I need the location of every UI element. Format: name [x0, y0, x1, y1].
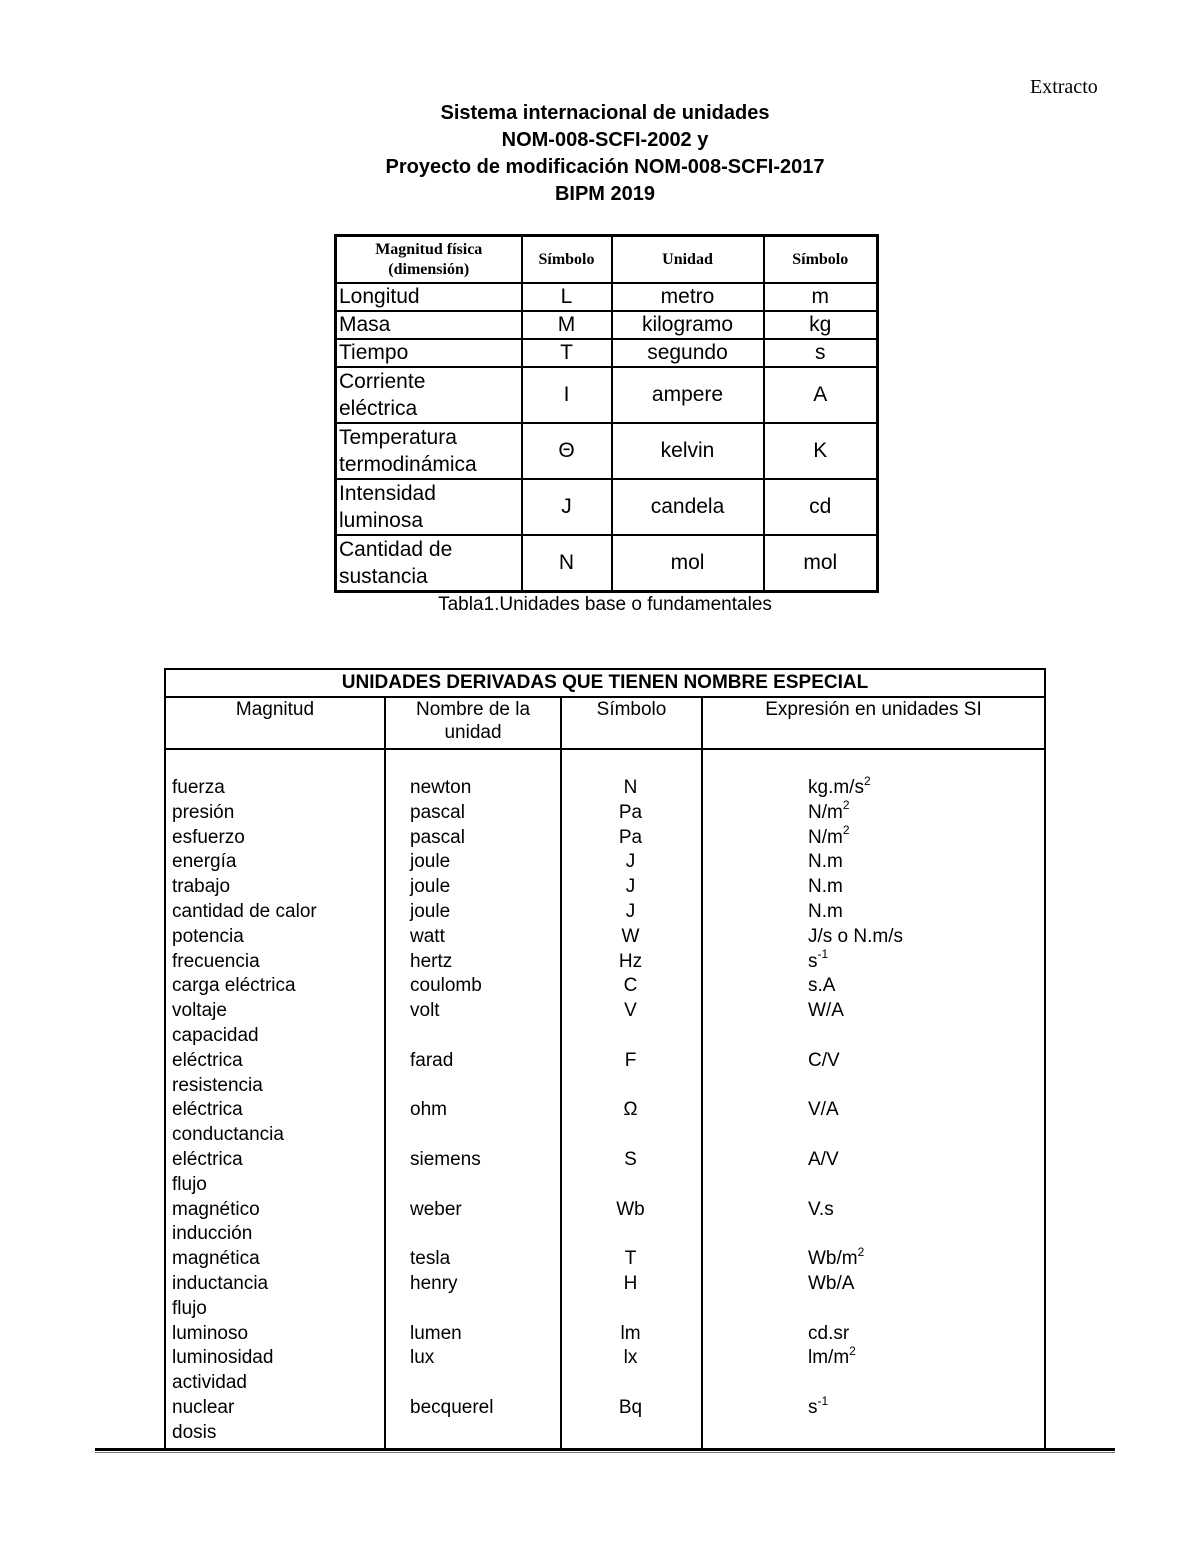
page-header-extracto: Extracto — [1030, 76, 1098, 98]
column-nombre — [385, 749, 561, 1449]
symbol-line — [562, 1371, 701, 1396]
unit-name-line — [386, 850, 560, 875]
magnitud-line-text: frecuencia — [172, 950, 260, 972]
expression-line-text: kg.m/s — [808, 777, 864, 798]
symbol-line — [562, 1123, 701, 1148]
symbol-line — [562, 826, 701, 851]
symbol-line — [562, 1396, 701, 1421]
magnitud-line — [166, 1222, 384, 1247]
magnitud-line — [166, 1247, 384, 1272]
unit-name-line — [386, 1247, 560, 1272]
unit-name-line — [386, 1297, 560, 1322]
unit-name-line — [386, 1123, 560, 1148]
header-magnitud-line1: Magnitud física — [375, 240, 483, 258]
unit-name: kilogramo — [612, 311, 764, 339]
symbol-line — [562, 1098, 701, 1123]
expression-line — [703, 1049, 1044, 1074]
base-quantity-name: Corriente — [339, 370, 426, 393]
unit-name: ampere — [612, 367, 764, 423]
symbol-line — [562, 1049, 701, 1074]
unit-name-line-text: farad — [410, 1049, 454, 1071]
expression-line-text: N.m — [808, 851, 843, 873]
header-magnitud: Magnitud — [165, 697, 385, 749]
unit-name-line — [386, 1024, 560, 1049]
magnitud-line-text: luminoso — [172, 1322, 249, 1344]
unit-name-line — [386, 776, 560, 801]
expression-line — [703, 1297, 1044, 1322]
symbol-line-text: J — [625, 876, 636, 898]
unit-name-line-text: becquerel — [410, 1396, 494, 1418]
expression-line — [703, 1074, 1044, 1099]
unit-name-line-text: coulomb — [410, 975, 482, 997]
base-quantity-name: Cantidad de — [339, 538, 453, 561]
unit-name-line — [386, 925, 560, 950]
magnitud-line — [166, 925, 384, 950]
unit-name: kelvin — [612, 423, 764, 479]
expression-line — [703, 1421, 1044, 1446]
magnitud-line — [166, 1098, 384, 1123]
unit-name-line-text: watt — [410, 925, 445, 947]
dimension-symbol: N — [522, 535, 612, 592]
exponent: 2 — [842, 798, 850, 813]
unit-name-line-text: henry — [410, 1272, 458, 1294]
unit-name-line — [386, 1098, 560, 1123]
symbol-line-text: F — [624, 1049, 637, 1071]
symbol-line — [562, 801, 701, 826]
unit-name-line-text: weber — [410, 1198, 462, 1220]
magnitud-line-text: cantidad de calor — [172, 900, 317, 922]
base-unit-row — [336, 479, 878, 535]
header-nombre-line2: unidad — [444, 722, 502, 743]
symbol-line-text: V — [624, 1000, 637, 1022]
magnitud-line — [166, 1371, 384, 1396]
magnitud-line-text: energía — [172, 851, 237, 873]
expression-line — [703, 1346, 1044, 1371]
symbol-line — [562, 1148, 701, 1173]
exponent: 2 — [849, 1344, 856, 1358]
title-line-1: Sistema internacional de unidades — [440, 102, 770, 124]
expression-line-text: s — [808, 950, 818, 972]
symbol-line — [562, 999, 701, 1024]
symbol-line-text: Wb — [616, 1198, 645, 1220]
unit-name-line-text: volt — [410, 1000, 440, 1022]
unit-symbol: m — [764, 283, 878, 311]
unit-symbol: K — [764, 423, 878, 479]
header-simbolo: Símbolo — [561, 697, 702, 749]
unit-name-line — [386, 875, 560, 900]
unit-name: segundo — [612, 339, 764, 367]
symbol-line — [562, 950, 701, 975]
expression-line — [703, 1393, 1044, 1421]
exponent: 2 — [863, 773, 871, 788]
magnitud-line-text: fuerza — [172, 777, 225, 798]
expression-line-text: V/A — [808, 1099, 839, 1121]
expression-line-text: V.s — [808, 1198, 834, 1220]
expression-line — [703, 850, 1044, 875]
magnitud-line — [166, 1322, 384, 1347]
magnitud-line — [166, 1024, 384, 1049]
magnitud-line — [166, 1148, 384, 1173]
expression-line-text: A/V — [808, 1148, 839, 1170]
symbol-line-text: lx — [623, 1347, 638, 1369]
expression-line — [703, 1024, 1044, 1049]
expression-line — [703, 1272, 1044, 1297]
expression-line — [703, 974, 1044, 999]
base-quantity-name: Masa — [339, 313, 391, 336]
unit-name: mol — [612, 535, 764, 592]
magnitud-line-text: inductancia — [172, 1272, 269, 1294]
expression-line-text: J/s o N.m/s — [808, 925, 904, 947]
base-unit-row — [336, 423, 878, 479]
symbol-line — [562, 850, 701, 875]
magnitud-line-text: eléctrica — [172, 1148, 243, 1170]
dimension-symbol: I — [522, 367, 612, 423]
unit-name-line — [386, 974, 560, 999]
expression-line — [703, 875, 1044, 900]
magnitud-line — [166, 1421, 384, 1446]
symbol-line — [562, 1421, 701, 1446]
base-quantity-name-cont: luminosa — [339, 509, 424, 532]
magnitud-line — [166, 1346, 384, 1371]
base-quantity-cell — [336, 535, 522, 592]
magnitud-line-text: flujo — [172, 1173, 207, 1195]
expression-line — [703, 947, 1044, 975]
expression-line — [703, 1148, 1044, 1173]
symbol-line — [562, 1074, 701, 1099]
header-unidad: Unidad — [612, 236, 764, 284]
symbol-line-text: H — [623, 1272, 638, 1294]
unit-name-line — [386, 1198, 560, 1223]
derived-units-banner: UNIDADES DERIVADAS QUE TIENEN NOMBRE ESPECIAL — [165, 669, 1045, 697]
magnitud-line — [166, 1272, 384, 1297]
header-magnitud-fisica — [336, 236, 522, 284]
column-magnitud — [165, 749, 385, 1449]
magnitud-line — [166, 850, 384, 875]
expression-line-text: Wb/A — [808, 1272, 855, 1294]
dimension-symbol: L — [522, 283, 612, 311]
dimension-symbol: T — [522, 339, 612, 367]
unit-name-line-text: pascal — [410, 826, 465, 848]
magnitud-line — [166, 950, 384, 975]
symbol-line-text: S — [624, 1148, 637, 1170]
magnitud-line — [166, 776, 384, 801]
unit-name-line-text: hertz — [410, 950, 453, 972]
expression-line-text: N.m — [808, 900, 843, 922]
magnitud-line — [166, 1297, 384, 1322]
unit-name-line-text: siemens — [410, 1148, 481, 1170]
exponent: 2 — [857, 1244, 865, 1259]
unit-symbol: cd — [764, 479, 878, 535]
exponent: 2 — [842, 823, 850, 838]
base-quantity-name: Intensidad — [339, 482, 436, 505]
base-quantity-name-cont: eléctrica — [339, 397, 418, 420]
symbol-line-text: Bq — [618, 1396, 643, 1418]
unit-name-line — [386, 999, 560, 1024]
expression-line — [703, 1244, 1044, 1272]
expression-line — [703, 1371, 1044, 1396]
derived-units-body — [165, 749, 1045, 1449]
base-quantity-cell — [336, 367, 522, 423]
expression-line-text: N.m — [808, 876, 843, 898]
symbol-line-text: Ω — [623, 1099, 638, 1121]
magnitud-line-text: actividad — [172, 1372, 247, 1394]
unit-name-line-text: newton — [410, 777, 472, 798]
symbol-line — [562, 1346, 701, 1371]
dimension-symbol: J — [522, 479, 612, 535]
expression-line — [703, 925, 1044, 950]
unit-name-line — [386, 801, 560, 826]
header-simbolo-unidad: Símbolo — [764, 236, 878, 284]
unit-name-line — [386, 1322, 560, 1347]
symbol-line — [562, 1173, 701, 1198]
unit-name-line — [386, 1272, 560, 1297]
unit-name-line — [386, 1421, 560, 1446]
symbol-line — [562, 900, 701, 925]
magnitud-line — [166, 999, 384, 1024]
unit-symbol: A — [764, 367, 878, 423]
symbol-line — [562, 875, 701, 900]
symbol-line — [562, 1297, 701, 1322]
table1-caption: Tabla1.Unidades base o fundamentales — [438, 594, 772, 615]
magnitud-line — [166, 801, 384, 826]
unit-name-line — [386, 1396, 560, 1421]
expression-line-text: W/A — [808, 1000, 844, 1022]
symbol-line-text: J — [625, 900, 636, 922]
dimension-symbol: M — [522, 311, 612, 339]
expression-line — [703, 1173, 1044, 1198]
header-nombre-line1: Nombre de la — [415, 699, 531, 720]
base-quantity-name-cont: termodinámica — [339, 453, 477, 476]
magnitud-line-text: resistencia — [172, 1074, 263, 1096]
exponent: -1 — [817, 947, 829, 962]
derived-units-table — [164, 668, 1046, 1450]
unit-name-line-text: joule — [410, 851, 451, 873]
symbol-line-text: Pa — [618, 826, 643, 848]
magnitud-line — [166, 900, 384, 925]
unit-name-line-text: ohm — [410, 1099, 447, 1121]
expression-line — [703, 1123, 1044, 1148]
base-quantity-cell — [336, 311, 522, 339]
symbol-line — [562, 925, 701, 950]
magnitud-line — [166, 1074, 384, 1099]
symbol-line-text: N — [623, 777, 638, 798]
unit-name-line — [386, 900, 560, 925]
magnitud-line-text: flujo — [172, 1297, 207, 1319]
expression-line — [703, 1222, 1044, 1247]
base-units-header-row — [336, 236, 878, 284]
base-unit-row — [336, 311, 878, 339]
base-unit-row — [336, 283, 878, 311]
column-simbolo — [561, 749, 702, 1449]
magnitud-line — [166, 875, 384, 900]
derived-units-header-row — [165, 697, 1045, 749]
expression-line — [703, 798, 1044, 826]
symbol-line-text: lm — [620, 1322, 641, 1344]
base-unit-row — [336, 367, 878, 423]
symbol-line-text: J — [625, 851, 636, 873]
base-quantity-cell — [336, 283, 522, 311]
magnitud-line-text: trabajo — [172, 876, 231, 898]
title-line-4: BIPM 2019 — [554, 183, 656, 205]
symbol-line — [562, 1198, 701, 1223]
column-expresion — [702, 749, 1045, 1449]
magnitud-line-text: luminosidad — [172, 1347, 274, 1369]
base-unit-row — [336, 339, 878, 367]
magnitud-line — [166, 1123, 384, 1148]
magnitud-line — [166, 826, 384, 851]
expression-line — [703, 773, 1044, 801]
magnitud-line-text: esfuerzo — [172, 826, 245, 848]
symbol-line — [562, 776, 701, 801]
expression-line — [703, 999, 1044, 1024]
unit-name-line — [386, 950, 560, 975]
magnitud-line — [166, 1049, 384, 1074]
expression-line-text: s.A — [808, 975, 836, 997]
magnitud-line-text: eléctrica — [172, 1049, 243, 1071]
magnitud-line-text: dosis — [172, 1421, 217, 1443]
unit-symbol: s — [764, 339, 878, 367]
unit-name-line — [386, 1346, 560, 1371]
symbol-line — [562, 1272, 701, 1297]
document-title — [0, 100, 1200, 208]
magnitud-line-text: carga eléctrica — [172, 975, 296, 997]
expression-line — [703, 900, 1044, 925]
dimension-symbol: Θ — [522, 423, 612, 479]
symbol-line-text: Pa — [618, 801, 643, 823]
base-quantity-cell — [336, 423, 522, 479]
header-magnitud-line2: (dimensión) — [388, 260, 470, 278]
title-line-2: NOM-008-SCFI-2002 y — [501, 129, 709, 151]
exponent: -1 — [817, 1393, 829, 1408]
bottom-divider-shadow — [95, 1452, 1115, 1453]
expression-line-text: N/m — [808, 801, 843, 823]
base-quantity-name: Temperatura — [339, 426, 457, 449]
magnitud-line-text: presión — [172, 801, 235, 823]
base-units-table — [334, 234, 879, 593]
base-unit-row — [336, 535, 878, 592]
base-quantity-name: Longitud — [339, 285, 420, 308]
unit-symbol: kg — [764, 311, 878, 339]
magnitud-line-text: inducción — [172, 1223, 253, 1245]
base-quantity-cell — [336, 339, 522, 367]
unit-name: candela — [612, 479, 764, 535]
magnitud-line-text: potencia — [172, 925, 244, 947]
expression-line-text: lm/m — [808, 1347, 850, 1369]
symbol-line — [562, 1024, 701, 1049]
symbol-line-text: C — [623, 975, 638, 997]
magnitud-line-text: magnética — [172, 1248, 260, 1270]
magnitud-line — [166, 1396, 384, 1421]
title-line-3: Proyecto de modificación NOM-008-SCFI-2017 — [385, 156, 825, 178]
magnitud-line — [166, 974, 384, 999]
expression-line — [703, 823, 1044, 851]
unit-name-line — [386, 1049, 560, 1074]
unit-name: metro — [612, 283, 764, 311]
unit-name-line-text: lumen — [410, 1322, 462, 1344]
symbol-line — [562, 1222, 701, 1247]
bottom-divider — [95, 1448, 1115, 1451]
unit-name-line-text: joule — [410, 876, 451, 898]
unit-name-line-text: lux — [410, 1347, 435, 1369]
unit-symbol: mol — [764, 535, 878, 592]
magnitud-line-text: nuclear — [172, 1396, 235, 1418]
magnitud-line-text: voltaje — [172, 1000, 227, 1022]
magnitud-line-text: magnético — [172, 1198, 260, 1220]
symbol-line — [562, 1322, 701, 1347]
magnitud-line-text: conductancia — [172, 1124, 284, 1146]
expression-line — [703, 1098, 1044, 1123]
symbol-line-text: T — [624, 1248, 637, 1270]
expression-line-text: C/V — [808, 1049, 840, 1071]
expression-line-text: N/m — [808, 826, 843, 848]
header-expresion: Expresión en unidades SI — [702, 697, 1045, 749]
unit-name-line-text: tesla — [410, 1248, 451, 1270]
symbol-line — [562, 1247, 701, 1272]
unit-name-line — [386, 1222, 560, 1247]
base-quantity-cell — [336, 479, 522, 535]
unit-name-line-text: pascal — [410, 801, 465, 823]
expression-line — [703, 1198, 1044, 1223]
unit-name-line — [386, 1371, 560, 1396]
base-quantity-name-cont: sustancia — [339, 565, 428, 588]
magnitud-line — [166, 1198, 384, 1223]
expression-line — [703, 1322, 1044, 1347]
expression-line-text: s — [808, 1396, 818, 1418]
base-quantity-name: Tiempo — [339, 341, 409, 364]
magnitud-line-text: capacidad — [172, 1024, 259, 1046]
unit-name-line — [386, 826, 560, 851]
expression-line-text: Wb/m — [808, 1248, 858, 1270]
unit-name-line — [386, 1074, 560, 1099]
unit-name-line-text: joule — [410, 900, 451, 922]
unit-name-line — [386, 1173, 560, 1198]
symbol-line-text: W — [621, 925, 640, 947]
unit-name-line — [386, 1148, 560, 1173]
header-simbolo-dimension: Símbolo — [522, 236, 612, 284]
expression-line-text: cd.sr — [808, 1322, 850, 1344]
header-nombre-unidad — [385, 697, 561, 749]
magnitud-line — [166, 1173, 384, 1198]
symbol-line — [562, 974, 701, 999]
magnitud-line-text: eléctrica — [172, 1099, 243, 1121]
symbol-line-text: Hz — [618, 950, 643, 972]
